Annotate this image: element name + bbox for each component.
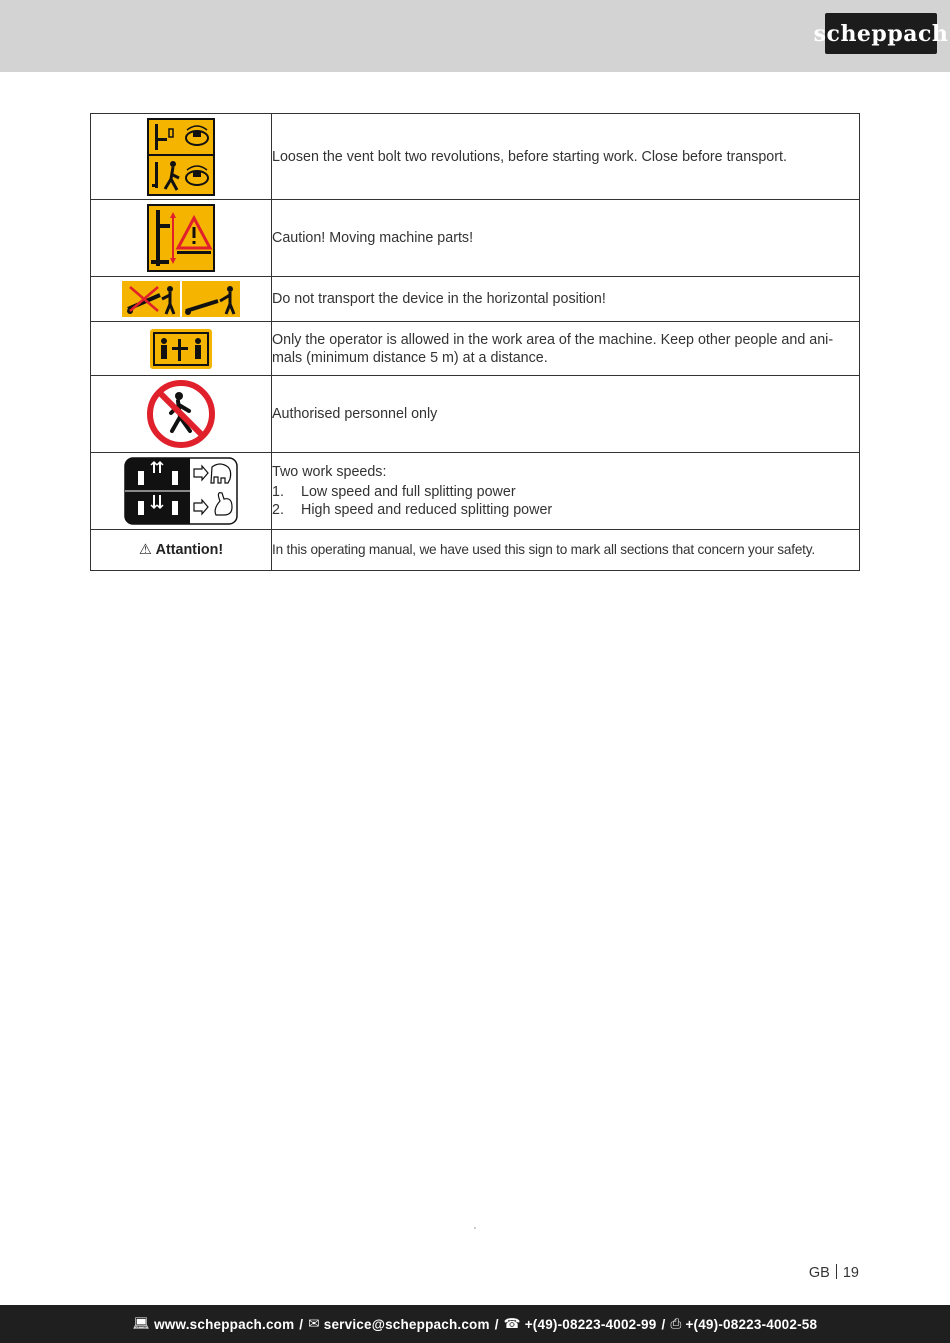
list-text: High speed and reduced splitting power <box>301 502 553 518</box>
footer-website[interactable]: www.scheppach.com <box>154 1316 295 1332</box>
list-item <box>272 501 859 519</box>
phone-icon: ☎︎ <box>503 1316 521 1331</box>
attention-label <box>139 542 223 558</box>
computer-icon: 💻︎ <box>132 1316 151 1331</box>
list-item <box>272 483 859 501</box>
table-row <box>91 453 860 530</box>
page-number <box>809 1264 859 1281</box>
page-number-divider <box>836 1264 837 1279</box>
list-number: 2. <box>272 502 284 518</box>
footer-fax: +(49)-08223-4002-58 <box>685 1316 818 1332</box>
table-row <box>91 200 860 277</box>
footer-phone: +(49)-08223-4002-99 <box>524 1316 657 1332</box>
symbol-cell <box>91 200 272 277</box>
footer-contact-bar <box>0 1305 950 1343</box>
decorative-dot <box>474 1227 476 1229</box>
row-description <box>272 322 860 376</box>
list-number: 1. <box>272 484 284 500</box>
list-text: Low speed and full splitting power <box>301 484 516 500</box>
row-description <box>272 453 860 530</box>
row-description: In this operating manual, we have used this sign to mark all sections that concern your safety. <box>272 530 860 571</box>
symbol-cell <box>91 322 272 376</box>
footer-separator: / <box>494 1316 499 1332</box>
symbol-cell <box>91 277 272 322</box>
moving-parts-warning-icon <box>147 204 215 272</box>
work-speeds-icon <box>124 457 238 525</box>
operator-only-icon <box>150 329 212 369</box>
symbol-cell <box>91 376 272 453</box>
table-row <box>91 530 860 571</box>
no-entry-person-icon <box>146 379 216 449</box>
safety-symbols-table <box>90 113 860 571</box>
row-description: Authorised personnel only <box>272 376 860 453</box>
table-row <box>91 114 860 200</box>
footer-separator: / <box>661 1316 666 1332</box>
row-description: Loosen the vent bolt two revolutions, before starting work. Close before transport. <box>272 114 860 200</box>
row-description: Caution! Moving machine parts! <box>272 200 860 277</box>
page-number-value: 19 <box>842 1265 859 1281</box>
symbol-cell <box>91 114 272 200</box>
footer-email[interactable]: service@scheppach.com <box>323 1316 490 1332</box>
header-band <box>0 0 950 72</box>
envelope-icon: ✉︎ <box>308 1316 320 1331</box>
symbol-cell <box>91 453 272 530</box>
fax-icon: ⎙ <box>670 1316 682 1331</box>
table-row <box>91 322 860 376</box>
vent-bolt-sign-icon <box>147 118 215 196</box>
no-horizontal-transport-icon <box>122 281 240 317</box>
table-row <box>91 376 860 453</box>
symbol-cell <box>91 530 272 571</box>
footer-separator: / <box>299 1316 304 1332</box>
warning-triangle-icon: ⚠ <box>138 542 152 558</box>
scheppach-logo: scheppach <box>825 13 937 54</box>
table-row <box>91 277 860 322</box>
description-line: mals (minimum distance 5 m) at a distance. <box>272 349 548 366</box>
description-line: Only the operator is allowed in the work area of the machine. Keep other people and ani- <box>272 331 834 348</box>
attention-text: Attantion! <box>155 542 224 558</box>
page-language: GB <box>808 1265 830 1281</box>
speeds-intro: Two work speeds: <box>272 464 387 480</box>
speeds-list <box>272 483 859 519</box>
row-description: Do not transport the device in the horizontal position! <box>272 277 860 322</box>
